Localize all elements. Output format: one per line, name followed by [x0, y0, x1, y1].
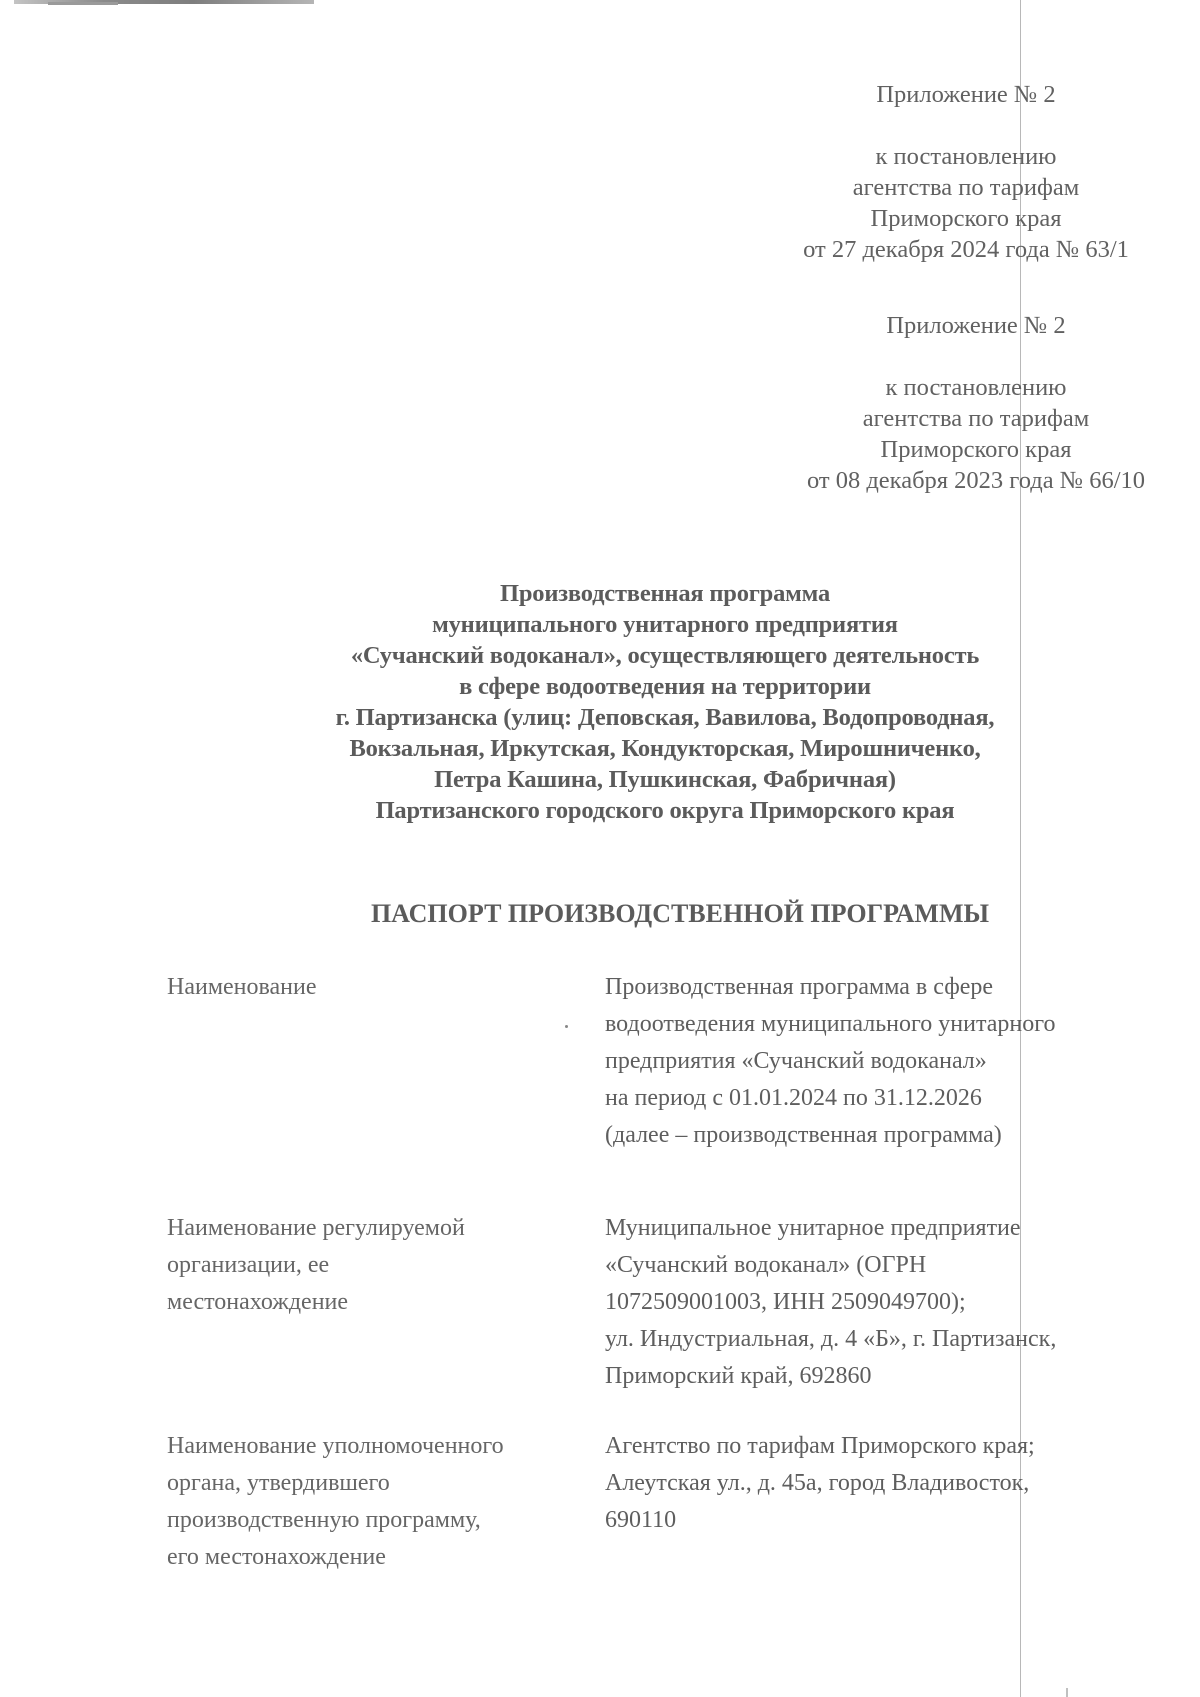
- value-line: Производственная программа в сфере: [605, 974, 994, 1000]
- title-line: Партизанского городского округа Приморского края: [375, 797, 955, 824]
- passport-heading: ПАСПОРТ ПРОИЗВОДСТВЕННОЙ ПРОГРАММЫ: [370, 899, 990, 928]
- value-line: Алеутская ул., д. 45а, город Владивосток,: [605, 1470, 1030, 1496]
- stamp-date: от 08 декабря 2023 года № 66/10: [806, 467, 1146, 494]
- value-line: предприятия «Сучанский водоканал»: [605, 1048, 987, 1074]
- value-line: Муниципальное унитарное предприятие: [605, 1215, 1021, 1241]
- title-line: Петра Кашина, Пушкинская, Фабричная): [434, 766, 896, 793]
- value-line: Агентство по тарифам Приморского края;: [605, 1433, 1035, 1459]
- value-line: 1072509001003, ИНН 2509049700);: [605, 1289, 966, 1315]
- label-line: органа, утвердившего: [167, 1470, 390, 1496]
- stamp-line: агентства по тарифам: [862, 405, 1090, 432]
- stamp-date: от 27 декабря 2024 года № 63/1: [803, 236, 1129, 263]
- title-line: Вокзальная, Иркутская, Кондукторская, Мирошниченко,: [349, 735, 981, 762]
- scan-speck: [565, 1025, 568, 1028]
- title-line: «Сучанский водоканал», осуществляющего деятельность: [350, 642, 980, 669]
- title-line: в сфере водоотведения на территории: [459, 673, 871, 700]
- value-line: водоотведения муниципального унитарного: [605, 1011, 1056, 1037]
- label-line: производственную программу,: [167, 1507, 481, 1533]
- passport-value: [605, 1428, 1165, 1539]
- stamp-line: к постановлению: [875, 143, 1057, 170]
- passport-value: [605, 969, 1165, 1154]
- value-line: Приморский край, 692860: [605, 1363, 872, 1389]
- passport-label: [167, 1428, 587, 1576]
- passport-label: [167, 1210, 587, 1321]
- label-line: Наименование: [167, 974, 317, 1000]
- stamp-appendix: Приложение № 2: [886, 312, 1066, 339]
- passport-value: [605, 1210, 1165, 1395]
- title-line: муниципального унитарного предприятия: [432, 611, 898, 638]
- scan-artifact-top-2: [48, 2, 118, 5]
- scan-artifact-mark: [1066, 1688, 1068, 1697]
- label-line: его местонахождение: [167, 1544, 386, 1570]
- value-line: ул. Индустриальная, д. 4 «Б», г. Партизанск,: [605, 1326, 1057, 1352]
- stamp-line: агентства по тарифам: [852, 174, 1080, 201]
- document-title: [220, 578, 1110, 826]
- label-line: Наименование уполномоченного: [167, 1433, 504, 1459]
- approval-stamp-previous: [736, 310, 1200, 496]
- value-line: на период с 01.01.2024 по 31.12.2026: [605, 1085, 982, 1111]
- label-line: местонахождение: [167, 1289, 349, 1315]
- stamp-line: Приморского края: [870, 205, 1062, 232]
- stamp-appendix: Приложение № 2: [876, 81, 1056, 108]
- label-line: Наименование регулируемой: [167, 1215, 465, 1241]
- approval-stamp-current: [726, 79, 1200, 265]
- value-line: «Сучанский водоканал» (ОГРН: [605, 1252, 927, 1278]
- value-line: 690110: [605, 1507, 677, 1533]
- value-line: (далее – производственная программа): [605, 1122, 1002, 1148]
- title-line: г. Партизанска (улиц: Деповская, Вавилова, Водопроводная,: [335, 704, 995, 731]
- passport-label: [167, 969, 587, 1006]
- stamp-line: Приморского края: [880, 436, 1072, 463]
- stamp-line: к постановлению: [885, 374, 1067, 401]
- label-line: организации, ее: [167, 1252, 330, 1278]
- title-line: Производственная программа: [499, 580, 831, 607]
